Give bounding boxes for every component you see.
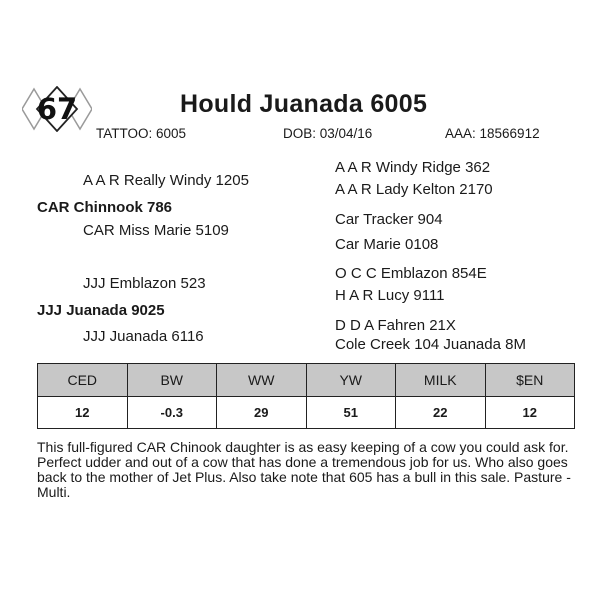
epd-header-yw: YW — [306, 364, 396, 397]
aaa-number: AAA: 18566912 — [445, 126, 540, 141]
pedigree-sire-dam-dam: Car Marie 0108 — [335, 236, 439, 253]
pedigree-dam-dam: JJJ Juanada 6116 — [83, 328, 204, 345]
epd-value-yw: 51 — [306, 397, 396, 429]
pedigree-dam-dam-sire: D D A Fahren 21X — [335, 317, 456, 334]
pedigree-sire: CAR Chinnook 786 — [37, 199, 173, 216]
epd-table — [37, 363, 575, 429]
pedigree-dam-sire-sire: O C C Emblazon 854E — [335, 265, 487, 282]
tattoo-label: TATTOO: 6005 — [96, 126, 187, 141]
epd-value-ww: 29 — [217, 397, 307, 429]
pedigree-dam-sire: JJJ Emblazon 523 — [83, 275, 206, 292]
epd-value-ced: 12 — [38, 397, 128, 429]
animal-name: Hould Juanada 6005 — [180, 90, 428, 118]
epd-header-row — [38, 364, 575, 397]
pedigree-sire-sire-dam: A A R Lady Kelton 2170 — [335, 181, 493, 198]
epd-header-milk: MILK — [396, 364, 486, 397]
epd-header-ww: WW — [217, 364, 307, 397]
epd-value-en: 12 — [485, 397, 575, 429]
pedigree-sire-dam: CAR Miss Marie 5109 — [83, 222, 229, 239]
epd-header-bw: BW — [127, 364, 217, 397]
epd-value-bw: -0.3 — [127, 397, 217, 429]
lot-number: 67 — [36, 92, 78, 126]
dob-label: DOB: 03/04/16 — [283, 126, 373, 141]
pedigree-sire-sire: A A R Really Windy 1205 — [83, 172, 249, 189]
lot-notes: This full-figured CAR Chinook daughter is as easy keeping of a cow you could ask for. Perfect udder and out of a cow that has done a tremendous job for us. Who also goes back to the mother of Jet Plus. Also take note that 605 has a bull in this sale. Pasture - Multi. — [37, 439, 571, 500]
epd-header-en: $EN — [485, 364, 575, 397]
epd-header-ced: CED — [38, 364, 128, 397]
epd-value-row — [38, 397, 575, 429]
pedigree-dam: JJJ Juanada 9025 — [37, 302, 165, 319]
pedigree-sire-sire-sire: A A R Windy Ridge 362 — [335, 159, 491, 176]
epd-value-milk: 22 — [396, 397, 486, 429]
pedigree-dam-dam-dam: Cole Creek 104 Juanada 8M — [335, 336, 526, 353]
pedigree-dam-sire-dam: H A R Lucy 9111 — [335, 287, 445, 304]
pedigree-sire-dam-sire: Car Tracker 904 — [335, 211, 443, 228]
